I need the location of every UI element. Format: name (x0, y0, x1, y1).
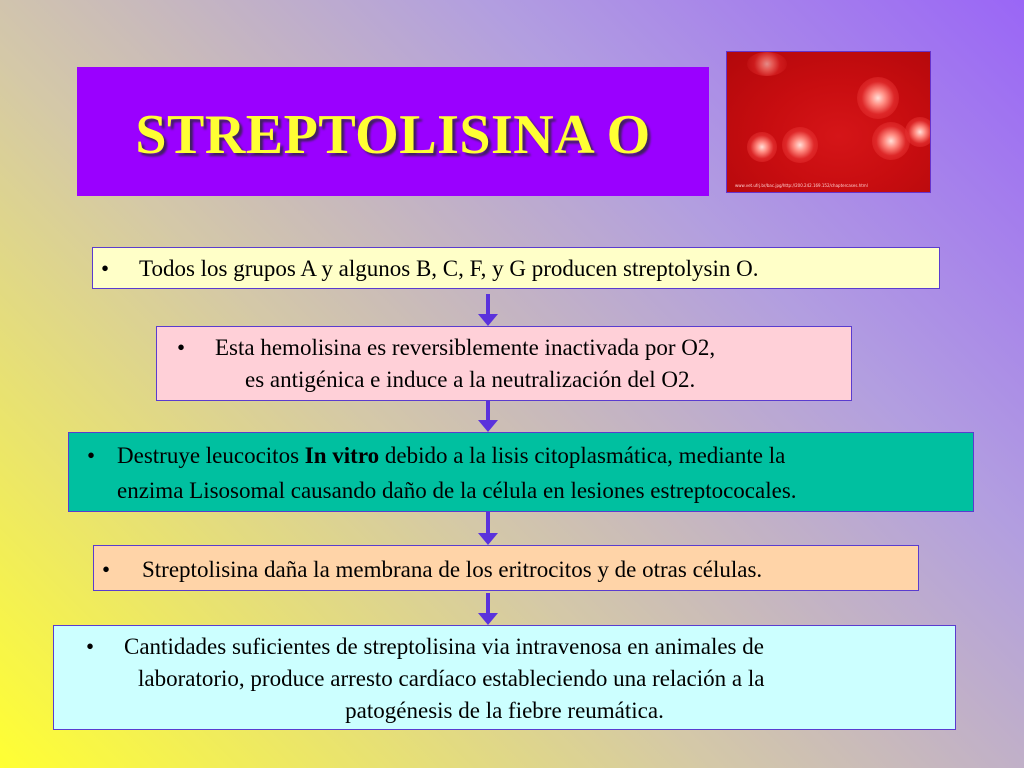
slide-title: STREPTOLISINA O (135, 103, 651, 166)
fact-text-part: Destruye leucocitos (117, 443, 305, 468)
bullet: • (102, 557, 111, 582)
fact-text: Streptolisina daña la membrana de los eritrocitos y de otras células. (142, 557, 763, 582)
fact-box-4 (93, 545, 919, 591)
colony (905, 117, 931, 147)
title-banner (77, 67, 709, 196)
fact-text: laboratorio, produce arresto cardíaco estableciendo una relación a la (138, 666, 765, 692)
colony (782, 127, 818, 163)
photo-caption: www.vet.ufrj.br/bac.jpg/http://200.242.169.152/chaptercases.html (735, 183, 868, 188)
fact-text: es antigénica e induce a la neutralización del O2. (245, 367, 696, 393)
fact-text-part: debido a la lisis citoplasmática, mediante la (379, 443, 786, 468)
in-vitro-emphasis: In vitro (304, 443, 380, 468)
fact-text: Cantidades suficientes de streptolisina via intravenosa en animales de (124, 634, 764, 659)
colony (857, 77, 899, 119)
colony (872, 122, 910, 160)
fact-box-2 (156, 326, 852, 401)
bullet: • (177, 335, 186, 360)
bullet: • (101, 256, 110, 281)
down-arrow (478, 294, 498, 326)
fact-text: Esta hemolisina es reversiblemente inactivada por O2, (215, 335, 716, 360)
fact-text: enzima Lisosomal causando daño de la célula en lesiones estreptococales. (117, 477, 797, 503)
blood-agar-photo (726, 51, 931, 193)
fact-box-1 (92, 247, 940, 289)
colony (747, 52, 787, 76)
bullet: • (87, 443, 96, 468)
fact-box-3 (68, 432, 974, 512)
down-arrow (478, 593, 498, 625)
fact-text (117, 438, 785, 475)
fact-box-5 (53, 625, 956, 730)
down-arrow (478, 512, 498, 545)
fact-text: patogénesis de la fiebre reumática. (345, 698, 664, 724)
colony (747, 132, 777, 162)
fact-text: Todos los grupos A y algunos B, C, F, y G producen streptolysin O. (139, 256, 759, 281)
down-arrow (478, 401, 498, 432)
bullet: • (86, 634, 95, 659)
